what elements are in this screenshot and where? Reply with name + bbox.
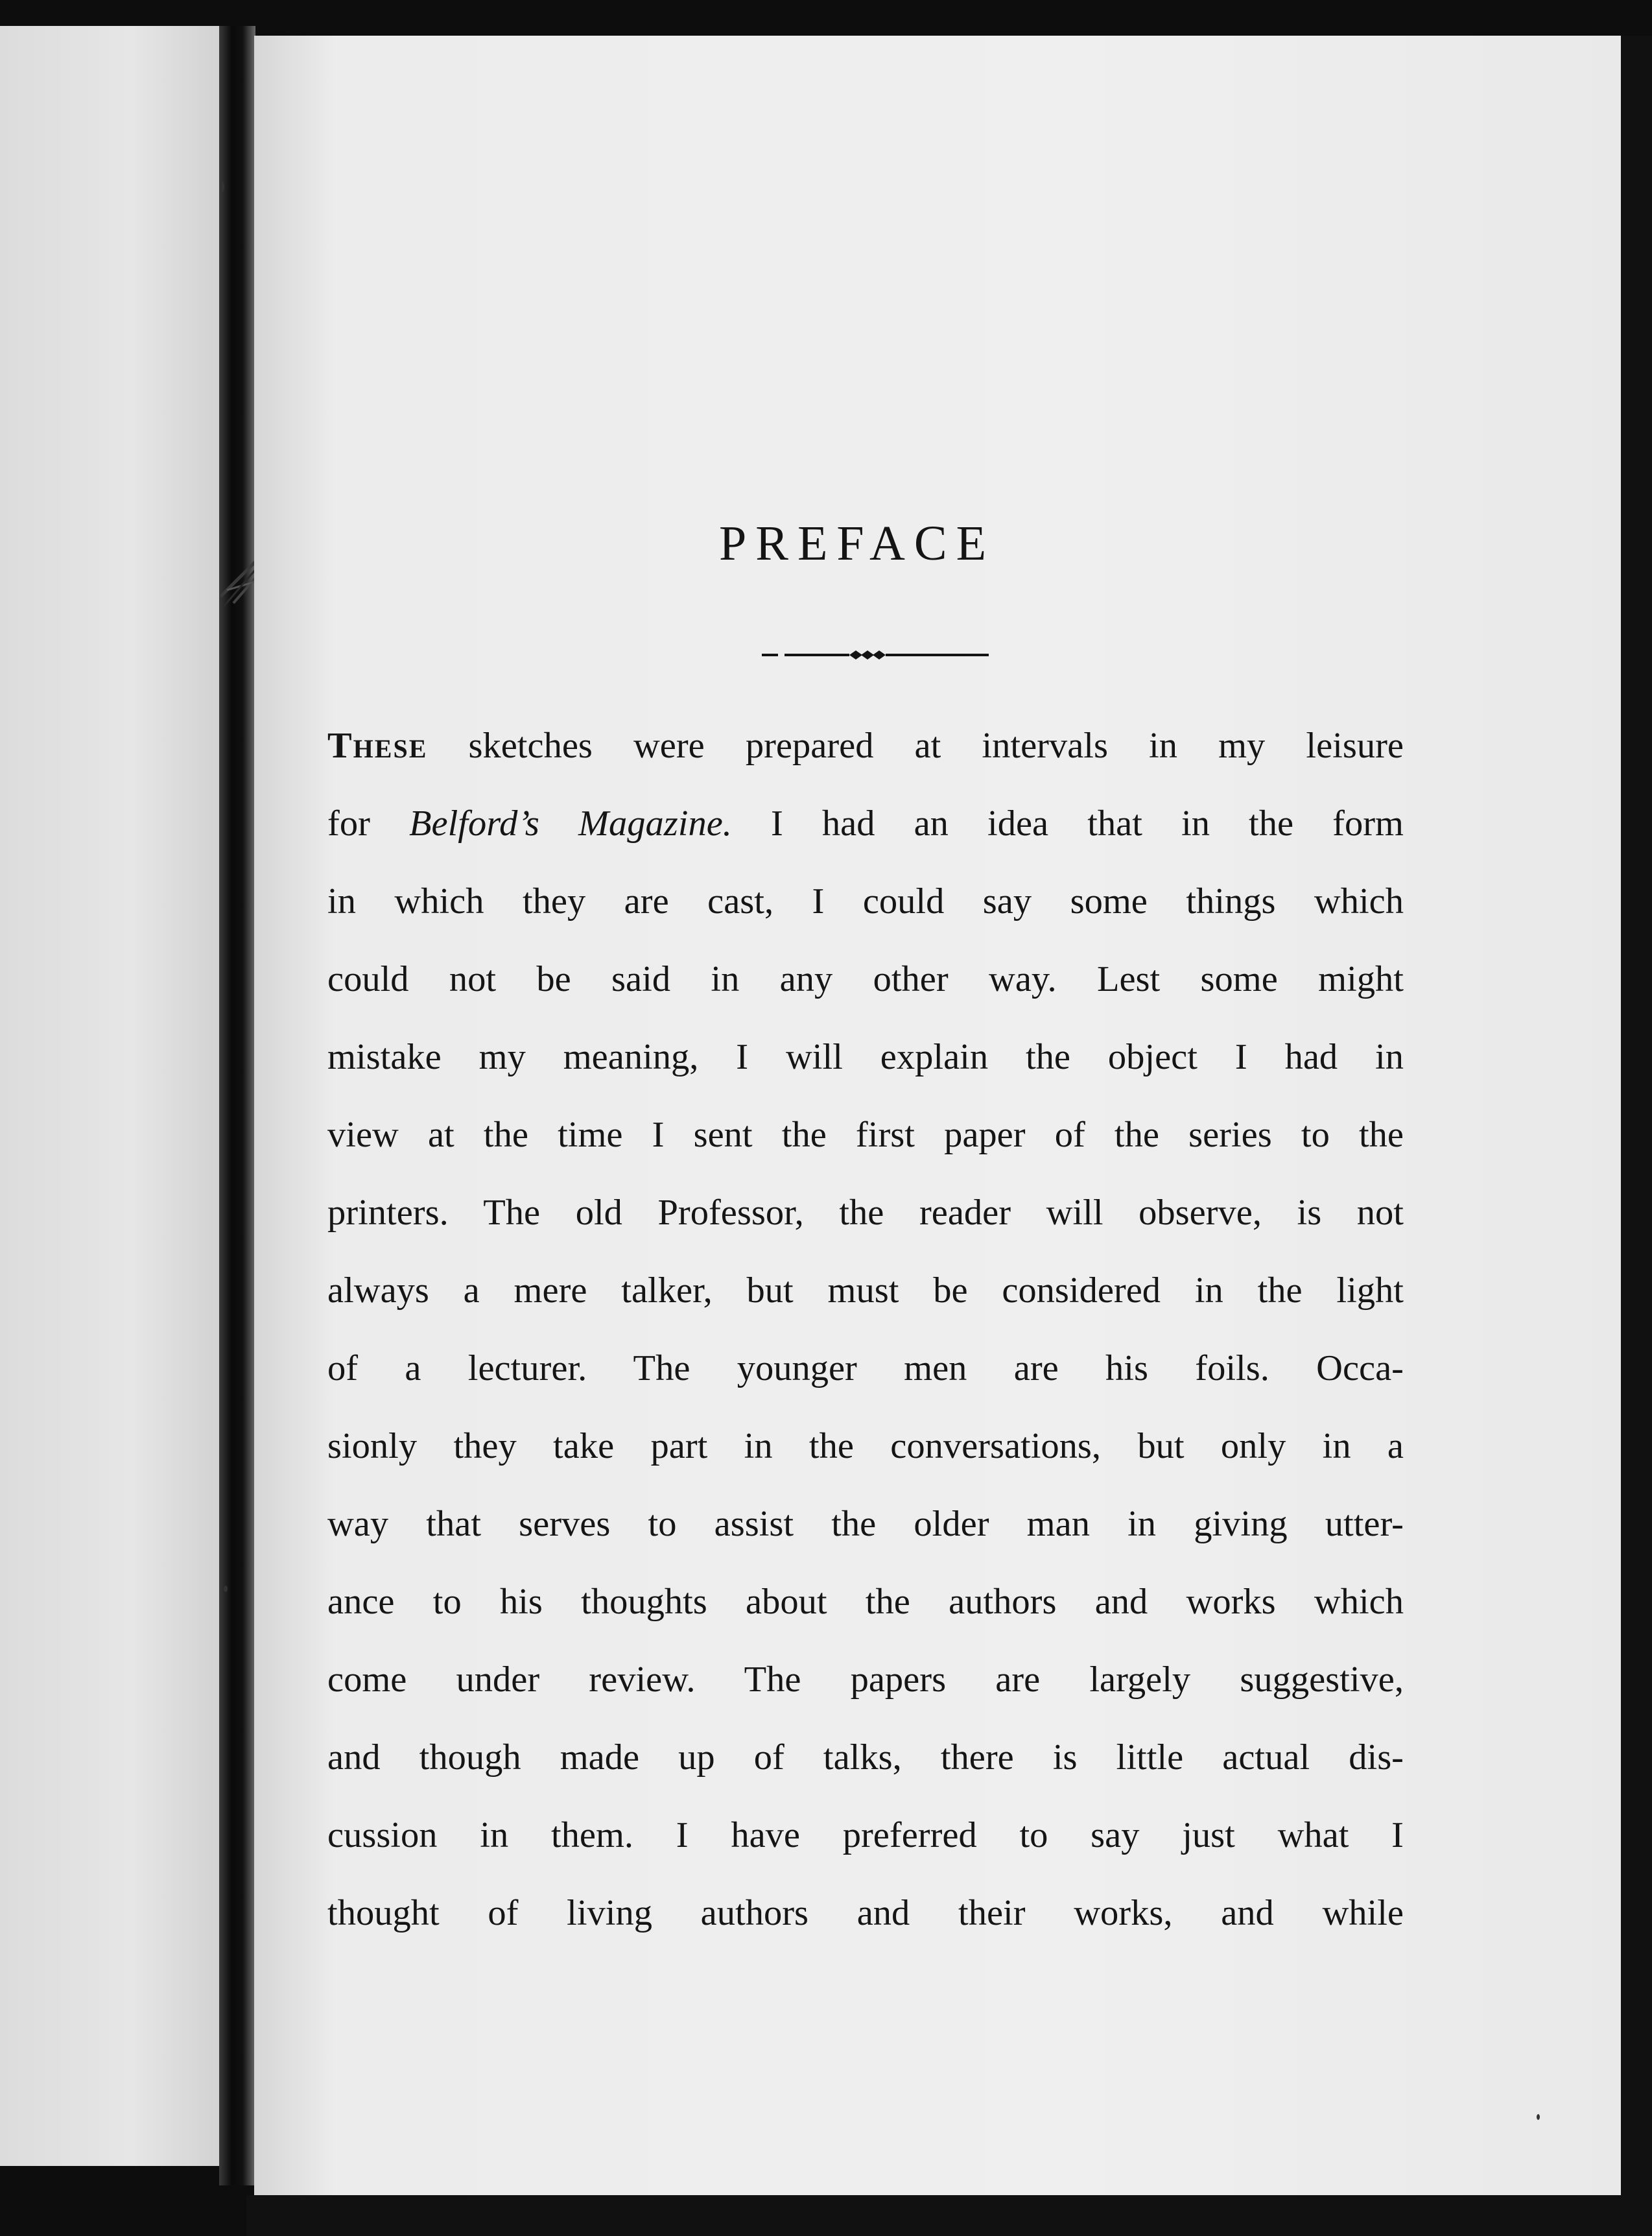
small-caps-lead: These	[327, 726, 428, 766]
text-line: These sketches were prepared at intervals in my leisure	[327, 726, 1404, 766]
text-line: could not be said in any other way. Lest some might	[327, 959, 1404, 999]
text-line: and though made up of talks, there is little actual dis-	[327, 1737, 1404, 1778]
preface-body	[327, 707, 1404, 1952]
text-line: view at the time I sent the first paper of the series to the	[327, 1115, 1404, 1155]
bottom-edge-shadow	[246, 2195, 1652, 2236]
page-heading: PREFACE	[718, 516, 995, 571]
text-line: thought of living authors and their works, and while	[327, 1893, 1404, 1933]
book-gutter	[219, 26, 255, 2185]
text-line: way that serves to assist the older man in giving utter-	[327, 1504, 1404, 1544]
page-edge-shadow	[1621, 36, 1652, 2236]
text-line: come under review. The papers are largely suggestive,	[327, 1659, 1404, 1700]
text-line: always a mere talker, but must be considered in the light	[327, 1270, 1404, 1311]
text-line: cussion in them. I have preferred to say just what I	[327, 1815, 1404, 1855]
text-line: sionly they take part in the conversations, but only in a	[327, 1426, 1404, 1466]
specks	[220, 182, 224, 192]
text-line: printers. The old Professor, the reader will observe, is not	[327, 1193, 1404, 1233]
specks	[224, 1586, 228, 1592]
magazine-title: Belford’s Magazine.	[408, 803, 732, 844]
text-line: mistake my meaning, I will explain the object I had in	[327, 1037, 1404, 1077]
text-line: for Belford’s Magazine. I had an idea that in the form	[327, 803, 1404, 844]
text-line: in which they are cast, I could say some things which	[327, 881, 1404, 922]
text-line: ance to his thoughts about the authors and works which	[327, 1582, 1404, 1622]
left-page-blank	[0, 26, 220, 2166]
ornamental-rule-icon	[759, 642, 992, 668]
specks	[1537, 2114, 1540, 2120]
text-line: of a lecturer. The younger men are his foils. Occa-	[327, 1348, 1404, 1388]
